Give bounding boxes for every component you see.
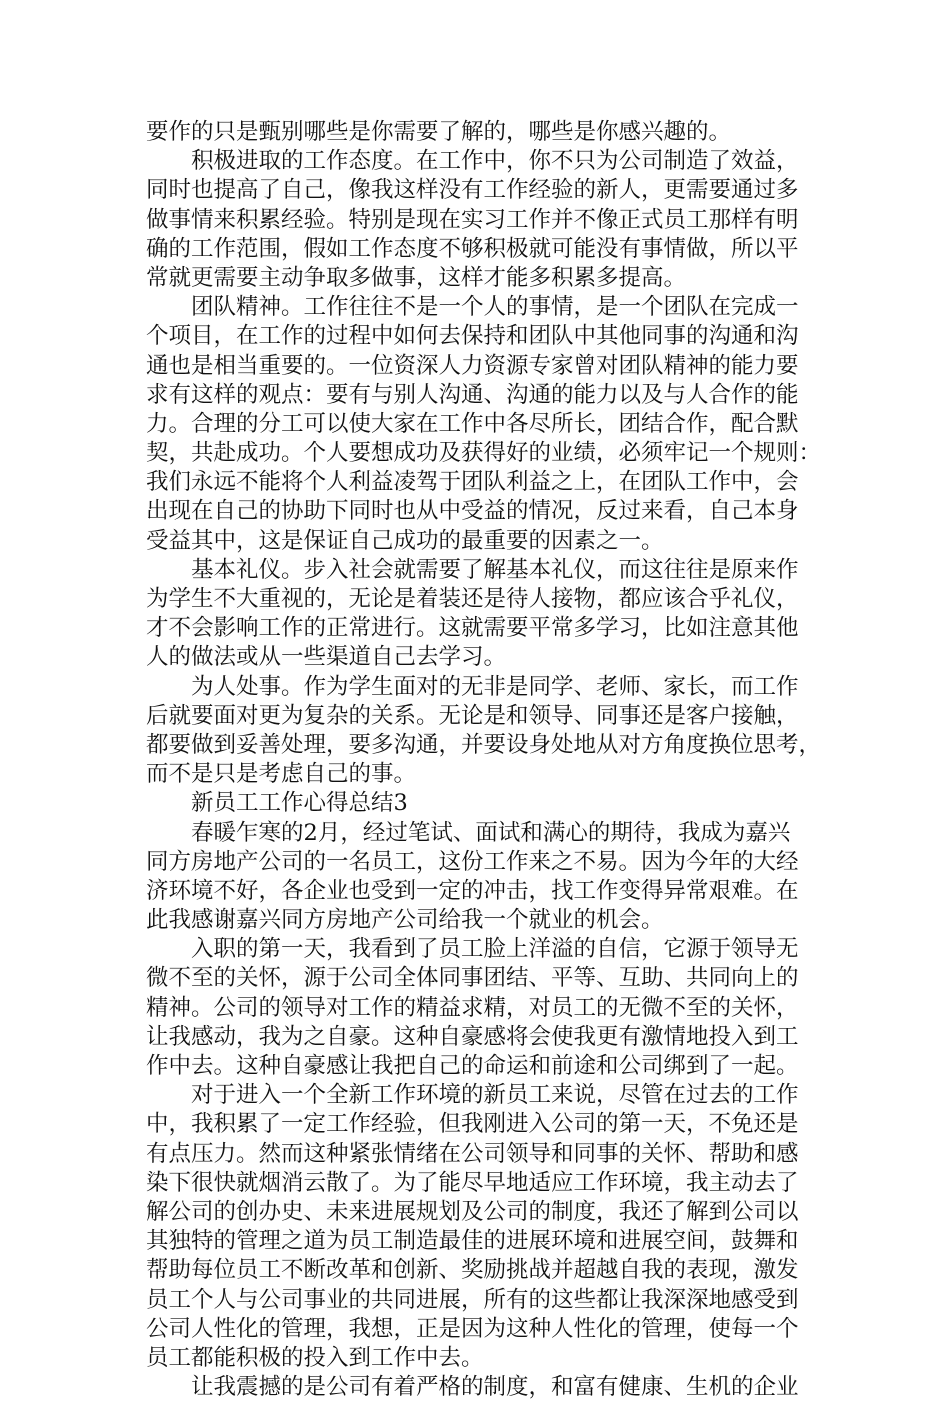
text-line: 同时也提高了自己，像我这样没有工作经验的新人，更需要通过多 <box>146 177 799 204</box>
paragraph-first-line: 为人处事。作为学生面对的无非是同学、老师、家长，而工作 <box>191 673 799 700</box>
text-line: 作中去。这种自豪感让我把自己的命运和前途和公司绑到了一起。 <box>146 1053 799 1079</box>
text-line: 帮助每位员工不断改革和创新、奖励挑战并超越自我的表现，激发 <box>146 1257 799 1284</box>
text-line: 通也是相当重要的。一位资深人力资源专家曾对团队精神的能力要 <box>146 352 799 379</box>
paragraph-first-line: 基本礼仪。步入社会就需要了解基本礼仪，而这往往是原来作 <box>191 556 799 583</box>
paragraph-first-line: 对于进入一个全新工作环境的新员工来说，尽管在过去的工作 <box>191 1082 799 1109</box>
paragraph-first-line: 团队精神。工作往往不是一个人的事情，是一个团队在完成一 <box>191 294 799 321</box>
text-line: 确的工作范围，假如工作态度不够积极就可能没有事情做，所以平 <box>146 235 799 262</box>
text-line: 员工个人与公司事业的共同进展，所有的这些都让我深深地感受到 <box>146 1286 799 1313</box>
text-line: 济环境不好，各企业也受到一定的冲击，找工作变得异常艰难。在 <box>146 877 799 904</box>
text-line: 同方房地产公司的一名员工，这份工作来之不易。因为今年的大经 <box>146 848 799 875</box>
paragraph-first-line: 新员工工作心得总结3 <box>191 790 408 817</box>
text-line: 让我感动，我为之自豪。这种自豪感将会使我更有激情地投入到工 <box>146 1023 799 1050</box>
text-line: 要作的只是甄别哪些是你需要了解的，哪些是你感兴趣的。 <box>146 119 732 145</box>
text-line: 才不会影响工作的正常进行。这就需要平常多学习，比如注意其他 <box>146 615 799 642</box>
text-line: 个项目，在工作的过程中如何去保持和团队中其他同事的沟通和沟 <box>146 323 799 350</box>
text-line: 常就更需要主动争取多做事，这样才能多积累多提高。 <box>146 264 687 291</box>
text-line: 染下很快就烟消云散了。为了能尽早地适应工作环境，我主动去了 <box>146 1169 799 1196</box>
text-line: 受益其中，这是保证自己成功的最重要的因素之一。 <box>146 527 664 554</box>
text-line: 精神。公司的领导对工作的精益求精，对员工的无微不至的关怀， <box>146 994 799 1021</box>
text-line: 有点压力。然而这种紧张情绪在公司领导和同事的关怀、帮助和感 <box>146 1140 799 1167</box>
text-line: 解公司的创办史、未来进展规划及公司的制度，我还了解到公司以 <box>146 1198 799 1225</box>
text-line: 人的做法或从一些渠道自己去学习。 <box>146 644 507 671</box>
text-line: 公司人性化的管理，我想，正是因为这种人性化的管理，使每一个 <box>146 1315 799 1342</box>
paragraph-first-line: 让我震撼的是公司有着严格的制度，和富有健康、生机的企业 <box>191 1374 799 1401</box>
text-line: 我们永远不能将个人利益凌驾于团队利益之上，在团队工作中，会 <box>146 469 799 496</box>
text-line: 员工都能积极的投入到工作中去。 <box>146 1344 484 1371</box>
paragraph-first-line: 积极进取的工作态度。在工作中，你不只为公司制造了效益， <box>191 148 799 175</box>
text-line: 力。合理的分工可以使大家在工作中各尽所长，团结合作，配合默 <box>146 410 799 437</box>
text-line: 为学生不大重视的，无论是着装还是待人接物，都应该合乎礼仪， <box>146 586 799 612</box>
text-line: 都要做到妥善处理，要多沟通，并要设身处地从对方角度换位思考， <box>146 731 822 758</box>
text-line: 出现在自己的协助下同时也从中受益的情况，反过来看，自己本身 <box>146 498 799 525</box>
text-line: 中，我积累了一定工作经验，但我刚进入公司的第一天，不免还是 <box>146 1111 799 1138</box>
paragraph-first-line: 春暖乍寒的2月，经过笔试、面试和满心的期待，我成为嘉兴 <box>191 819 791 846</box>
text-line: 后就要面对更为复杂的关系。无论是和领导、同事还是客户接触， <box>146 702 799 729</box>
text-line: 契，共赴成功。个人要想成功及获得好的业绩，必须牢记一个规则： <box>146 440 822 467</box>
text-line: 此我感谢嘉兴同方房地产公司给我一个就业的机会。 <box>146 907 664 934</box>
text-line: 而不是只是考虑自己的事。 <box>146 761 417 788</box>
text-line: 做事情来积累经验。特别是现在实习工作并不像正式员工那样有明 <box>146 206 799 233</box>
text-line: 其独特的管理之道为员工制造最佳的进展环境和进展空间，鼓舞和 <box>146 1228 799 1255</box>
document-body-text <box>146 118 822 1402</box>
paragraph-first-line: 入职的第一天，我看到了员工脸上洋溢的自信，它源于领导无 <box>191 936 799 963</box>
text-line: 求有这样的观点：要有与别人沟通、沟通的能力以及与人合作的能 <box>146 381 799 408</box>
text-line: 微不至的关怀，源于公司全体同事团结、平等、互助、共同向上的 <box>146 965 799 992</box>
